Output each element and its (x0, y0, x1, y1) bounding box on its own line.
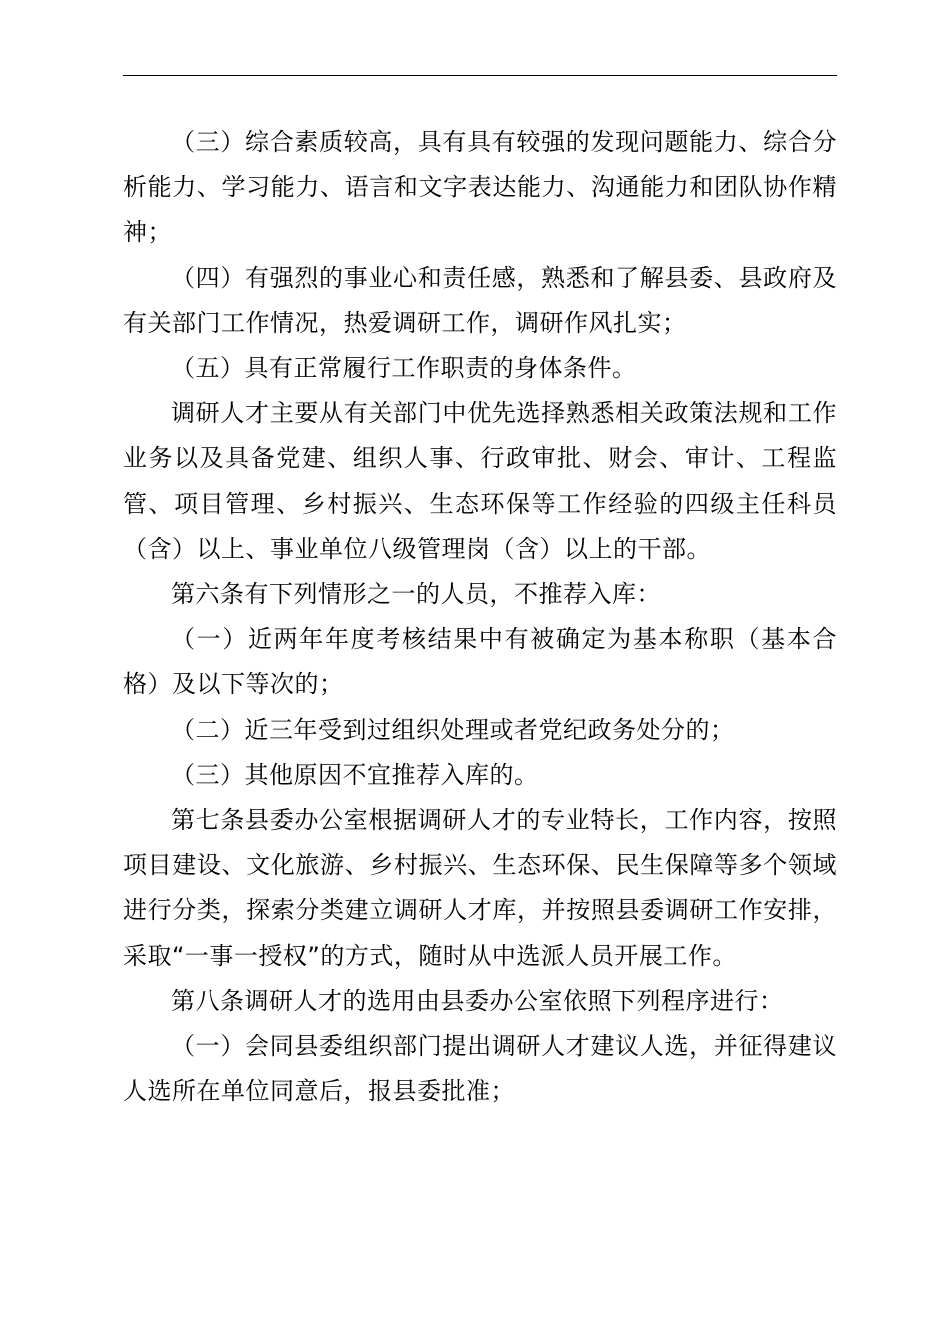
document-body (123, 120, 837, 1114)
paragraph-selection-scope: 调研人才主要从有关部门中优先选择熟悉相关政策法规和工作业务以及具备党建、组织人事、行政审批、财会、审计、工程监管、项目管理、乡村振兴、生态环保等工作经验的四级主任科员（含）以上、事业单位八级管理岗（含）以上的干部。 (123, 399, 837, 563)
paragraph-qualification-5: （五）具有正常履行工作职责的身体条件。 (171, 354, 637, 383)
paragraph-exclusion-1: （一）近两年年度考核结果中有被确定为基本称职（基本合格）及以下等次的； (123, 625, 837, 699)
paragraph-procedure-1: （一）会同县委组织部门提出调研人才建议人选，并征得建议人选所在单位同意后，报县委批准； (123, 1032, 837, 1106)
header-rule (123, 75, 837, 76)
paragraph-article-8: 第八条调研人才的选用由县委办公室依照下列程序进行： (171, 986, 784, 1015)
paragraph-exclusion-3: （三）其他原因不宜推荐入库的。 (171, 760, 539, 789)
paragraph-qualification-4: （四）有强烈的事业心和责任感，熟悉和了解县委、县政府及有关部门工作情况，热爱调研工作，调研作风扎实； (123, 263, 837, 337)
paragraph-article-7: 第七条县委办公室根据调研人才的专业特长，工作内容，按照项目建设、文化旅游、乡村振兴、生态环保、民生保障等多个领域进行分类，探索分类建立调研人才库，并按照县委调研工作安排，采取“一事一授权”的方式，随时从中选派人员开展工作。 (123, 806, 837, 970)
paragraph-article-6: 第六条有下列情形之一的人员，不推荐入库： (171, 580, 661, 609)
paragraph-qualification-3: （三）综合素质较高，具有具有较强的发现问题能力、综合分析能力、学习能力、语言和文字表达能力、沟通能力和团队协作精神； (123, 128, 837, 247)
paragraph-exclusion-2: （二）近三年受到过组织处理或者党纪政务处分的； (171, 715, 735, 744)
